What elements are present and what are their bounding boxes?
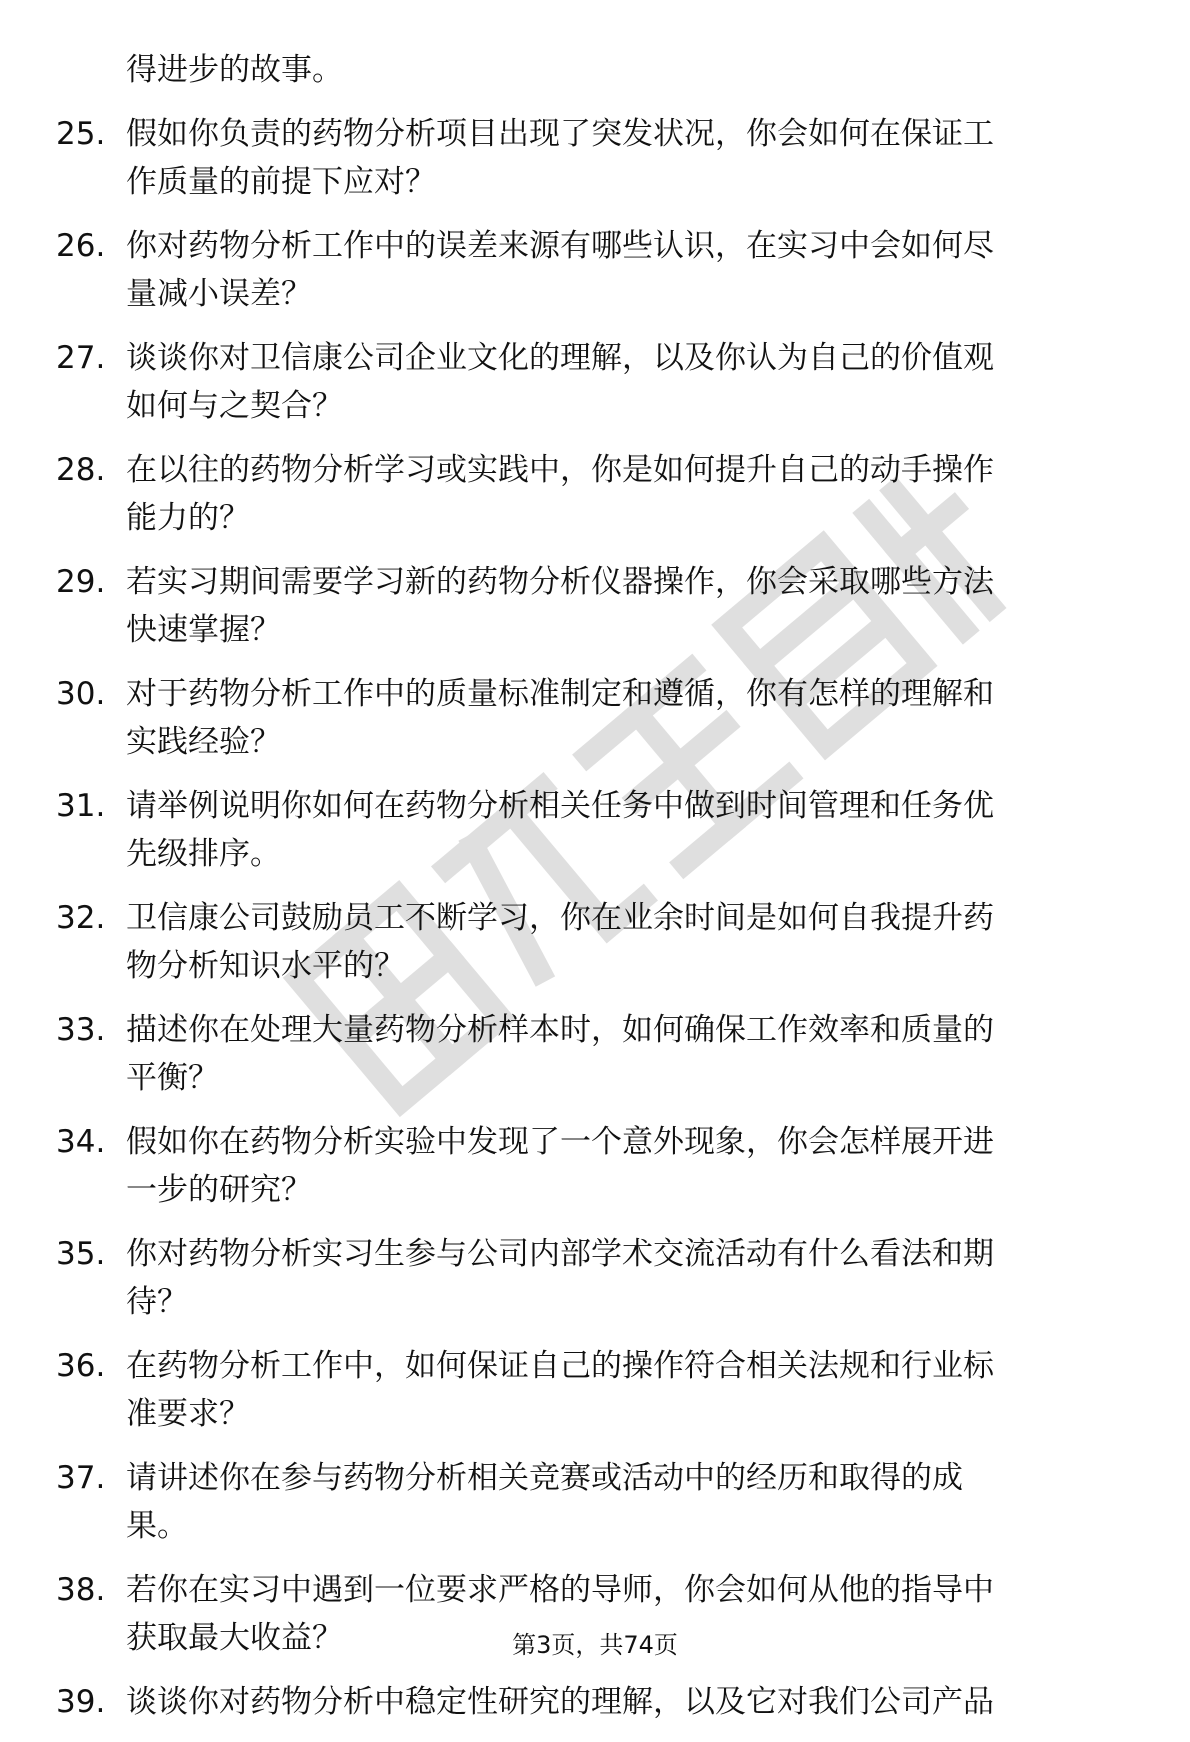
question-number: 28. — [56, 452, 106, 488]
question-line: 果。 — [126, 1508, 188, 1544]
question-number: 29. — [56, 564, 106, 600]
question-item-26 — [56, 222, 1116, 318]
question-item-39 — [56, 1678, 1116, 1726]
question-item-27 — [56, 334, 1116, 430]
question-text — [126, 334, 1116, 430]
question-line: 在药物分析工作中，如何保证自己的操作符合相关法规和行业标 — [126, 1348, 994, 1384]
question-line: 若实习期间需要学习新的药物分析仪器操作，你会采取哪些方法 — [126, 564, 994, 600]
question-line: 谈谈你对卫信康公司企业文化的理解，以及你认为自己的价值观 — [126, 340, 994, 376]
question-line: 若你在实习中遇到一位要求严格的导师，你会如何从他的指导中 — [126, 1572, 994, 1608]
question-line: 准要求？ — [126, 1396, 250, 1432]
question-number: 39. — [56, 1684, 106, 1720]
question-line: 物分析知识水平的？ — [126, 948, 405, 984]
question-line: 如何与之契合？ — [126, 388, 343, 424]
previous-question-continuation: 得进步的故事。 — [126, 52, 343, 88]
question-line: 获取最大收益？ — [126, 1620, 343, 1656]
question-text — [126, 222, 1116, 318]
question-number: 37. — [56, 1460, 106, 1496]
question-line: 你对药物分析实习生参与公司内部学术交流活动有什么看法和期 — [126, 1236, 994, 1272]
page-number-footer: 第3页，共74页 — [512, 1631, 678, 1659]
question-text — [126, 670, 1116, 766]
question-number: 32. — [56, 900, 106, 936]
question-text — [126, 446, 1116, 542]
question-line: 请举例说明你如何在药物分析相关任务中做到时间管理和任务优 — [126, 788, 994, 824]
question-number: 33. — [56, 1012, 106, 1048]
question-line: 卫信康公司鼓励员工不断学习，你在业余时间是如何自我提升药 — [126, 900, 994, 936]
question-item-28 — [56, 446, 1116, 542]
question-number: 30. — [56, 676, 106, 712]
question-number: 38. — [56, 1572, 106, 1608]
question-item-34 — [56, 1118, 1116, 1214]
question-line: 平衡？ — [126, 1060, 219, 1096]
question-item-29 — [56, 558, 1116, 654]
question-line: 快速掌握？ — [126, 612, 281, 648]
question-item-33 — [56, 1006, 1116, 1102]
question-text — [126, 894, 1116, 990]
question-line: 在以往的药物分析学习或实践中，你是如何提升自己的动手操作 — [126, 452, 994, 488]
question-number: 34. — [56, 1124, 106, 1160]
question-line: 实践经验？ — [126, 724, 281, 760]
question-line: 假如你在药物分析实验中发现了一个意外现象，你会怎样展开进 — [126, 1124, 994, 1160]
question-item-36 — [56, 1342, 1116, 1438]
question-number: 35. — [56, 1236, 106, 1272]
question-number: 36. — [56, 1348, 106, 1384]
question-item-31 — [56, 782, 1116, 878]
question-text — [126, 782, 1116, 878]
question-line: 描述你在处理大量药物分析样本时，如何确保工作效率和质量的 — [126, 1012, 994, 1048]
question-number: 27. — [56, 340, 106, 376]
question-line: 谈谈你对药物分析中稳定性研究的理解，以及它对我们公司产品 — [126, 1684, 994, 1720]
question-text — [126, 1678, 1116, 1726]
question-line: 先级排序。 — [126, 836, 281, 872]
question-line: 作质量的前提下应对？ — [126, 164, 436, 200]
question-text — [126, 1006, 1116, 1102]
document-body — [56, 46, 1116, 1742]
question-item-35 — [56, 1230, 1116, 1326]
question-number: 25. — [56, 116, 106, 152]
question-item-32 — [56, 894, 1116, 990]
question-item-30 — [56, 670, 1116, 766]
question-item-37 — [56, 1454, 1116, 1550]
question-line: 能力的？ — [126, 500, 250, 536]
question-line: 你对药物分析工作中的误差来源有哪些认识，在实习中会如何尽 — [126, 228, 994, 264]
question-number: 26. — [56, 228, 106, 264]
question-line: 一步的研究？ — [126, 1172, 312, 1208]
question-line: 请讲述你在参与药物分析相关竞赛或活动中的经历和取得的成 — [126, 1460, 963, 1496]
question-line: 待？ — [126, 1284, 188, 1320]
question-text — [126, 1342, 1116, 1438]
question-line: 假如你负责的药物分析项目出现了突发状况，你会如何在保证工 — [126, 116, 994, 152]
question-text — [126, 1230, 1116, 1326]
question-line: 量减小误差？ — [126, 276, 312, 312]
question-text — [126, 1454, 1116, 1550]
question-number: 31. — [56, 788, 106, 824]
question-text — [126, 1118, 1116, 1214]
question-line: 对于药物分析工作中的质量标准制定和遵循，你有怎样的理解和 — [126, 676, 994, 712]
question-item-25 — [56, 110, 1116, 206]
question-text — [126, 110, 1116, 206]
question-text — [126, 558, 1116, 654]
